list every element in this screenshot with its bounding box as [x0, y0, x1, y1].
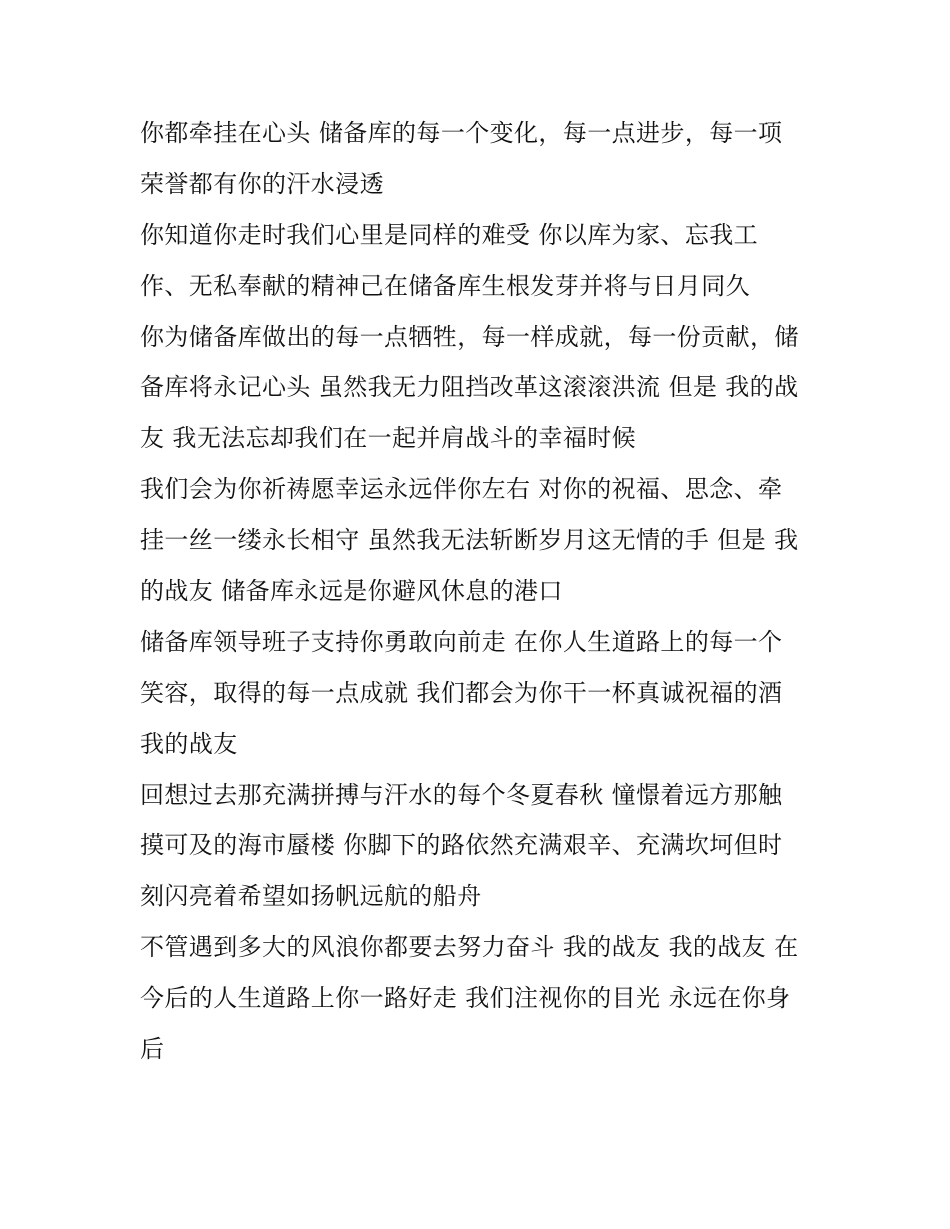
text-line: 不管遇到多大的风浪你都要去努力奋斗 我的战友 我的战友 在	[140, 933, 799, 962]
text-line: 荣誉都有你的汗水浸透	[140, 169, 384, 198]
text-line: 我的战友	[140, 729, 238, 758]
body-text	[140, 108, 820, 1075]
text-line: 摸可及的海市蜃楼 你脚下的路依然充满艰辛、充满坎坷但时	[140, 831, 783, 860]
text-line: 备库将永记心头 虽然我无力阻挡改革这滚滚洪流 但是 我的战	[140, 373, 799, 402]
text-line: 后	[140, 1035, 165, 1064]
text-line: 你都牵挂在心头 储备库的每一个变化，每一点进步，每一项	[140, 119, 783, 147]
text-line: 作、无私奉献的精神己在储备库生根发芽并将与日月同久	[140, 271, 750, 300]
text-line: 挂一丝一缕永长相守 虽然我无法斩断岁月这无情的手 但是 我	[140, 526, 799, 555]
text-line: 你为储备库做出的每一点牺牲，每一样成就，每一份贡献，储	[140, 322, 799, 351]
text-line: 你知道你走时我们心里是同样的难受 你以库为家、忘我工	[140, 220, 759, 249]
text-line: 储备库领导班子支持你勇敢向前走 在你人生道路上的每一个	[140, 627, 783, 656]
text-line: 我们会为你祈祷愿幸运永远伴你左右 对你的祝福、思念、牵	[140, 475, 783, 504]
text-line: 的战友 储备库永远是你避风休息的港口	[140, 577, 563, 606]
text-line: 今后的人生道路上你一路好走 我们注视你的目光 永远在你身	[140, 984, 791, 1013]
text-line: 刻闪亮着希望如扬帆远航的船舟	[140, 882, 482, 911]
text-line: 友 我无法忘却我们在一起并肩战斗的幸福时候	[140, 424, 637, 453]
text-line: 笑容，取得的每一点成就 我们都会为你干一杯真诚祝福的酒	[140, 678, 783, 707]
text-line: 回想过去那充满拼搏与汗水的每个冬夏春秋 憧憬着远方那触	[140, 780, 783, 809]
